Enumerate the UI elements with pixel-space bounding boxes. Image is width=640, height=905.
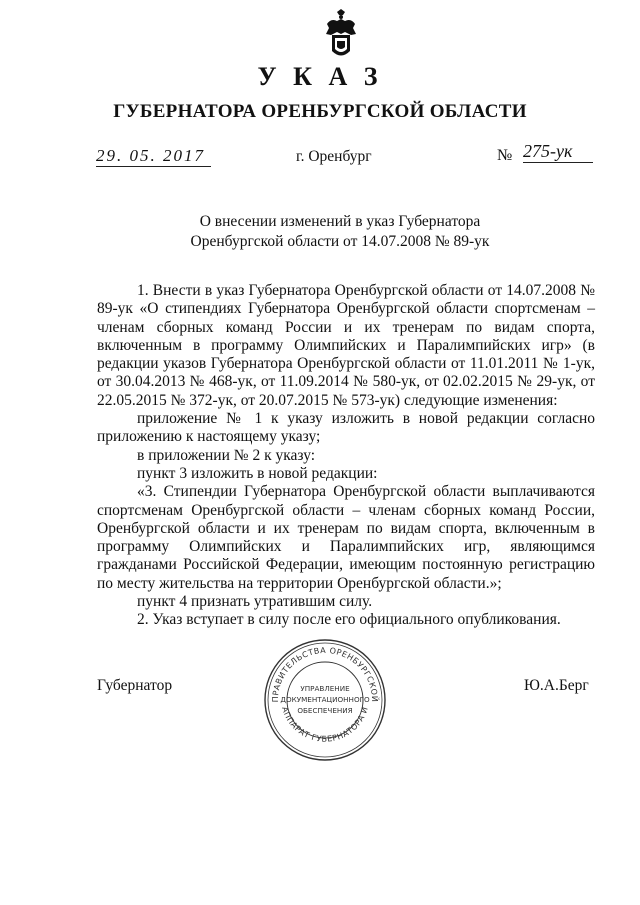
body-paragraph: «3. Стипендии Губернатора Оренбургской области выплачиваются спортсменам Оренбургской области – членам сборных команд России, Оренбургской области и их тренерам по видам спорта, включенным в программу Олимпийских и Паралимпийских игр, являющимся гражданами Российской Федерации, имеющим постоянную регистрацию по месту жительства на территории Оренбургской области.»; — [97, 483, 595, 592]
document-number: 275-ук — [523, 141, 593, 163]
coat-of-arms-icon — [323, 8, 359, 62]
issuer-title: ГУБЕРНАТОРА ОРЕНБУРГСКОЙ ОБЛАСТИ — [113, 101, 527, 122]
seal-stamp-icon — [262, 637, 388, 763]
body-paragraph: 2. Указ вступает в силу после его официального опубликования. — [137, 611, 561, 629]
signatory-position: Губернатор — [97, 677, 173, 694]
seal-ring-top-text: ПРАВИТЕЛЬСТВА ОРЕНБУРГСКОЙ — [270, 645, 380, 703]
document-type-title: У К А З — [257, 62, 383, 91]
document-subject — [100, 212, 580, 252]
document-city: г. Оренбург — [296, 148, 372, 165]
seal-center-text: УПРАВЛЕНИЕ — [300, 684, 350, 693]
body-paragraph: приложение № 1 к указу изложить в новой редакции согласно приложению к настоящему указу; — [97, 410, 595, 446]
number-label: № — [497, 147, 513, 164]
document-body — [97, 282, 595, 630]
signatory-name: Ю.А.Берг — [524, 677, 589, 694]
body-paragraph: пункт 4 признать утратившим силу. — [137, 593, 373, 611]
official-seal — [262, 637, 388, 763]
body-paragraph: пункт 3 изложить в новой редакции: — [137, 464, 378, 482]
subject-line: О внесении изменений в указ Губернатора — [199, 213, 481, 230]
seal-center-text: ОБЕСПЕЧЕНИЯ — [297, 706, 353, 715]
body-paragraph: в приложении № 2 к указу: — [137, 446, 316, 464]
document-date: 29. 05. 2017 — [96, 146, 211, 167]
body-paragraph: 1. Внести в указ Губернатора Оренбургской области от 14.07.2008 № 89-ук «О стипендиях Губернатора Оренбургской области спортсменам – членам сборных команд России и их тренерам по видам спорта, включенным в программу Олимпийских и Паралимпийских игр» (в редакции указов Губернатора Оренбургской области от 11.01.2011 № 1-ук, от 30.04.2013 № 468-ук, от 11.09.2014 № 580-ук, от 02.02.2015 № 29-ук, от 22.05.2015 № 372-ук, от 20.07.2015 № 573-ук) следующие изменения: — [97, 282, 595, 409]
seal-center-text: ДОКУМЕНТАЦИОННОГО — [280, 695, 370, 704]
state-emblem — [323, 8, 359, 62]
seal-ring-bottom-text: АППАРАТ ГУБЕРНАТОРА И — [280, 705, 370, 744]
subject-line: Оренбургской области от 14.07.2008 № 89-ук — [190, 233, 490, 250]
